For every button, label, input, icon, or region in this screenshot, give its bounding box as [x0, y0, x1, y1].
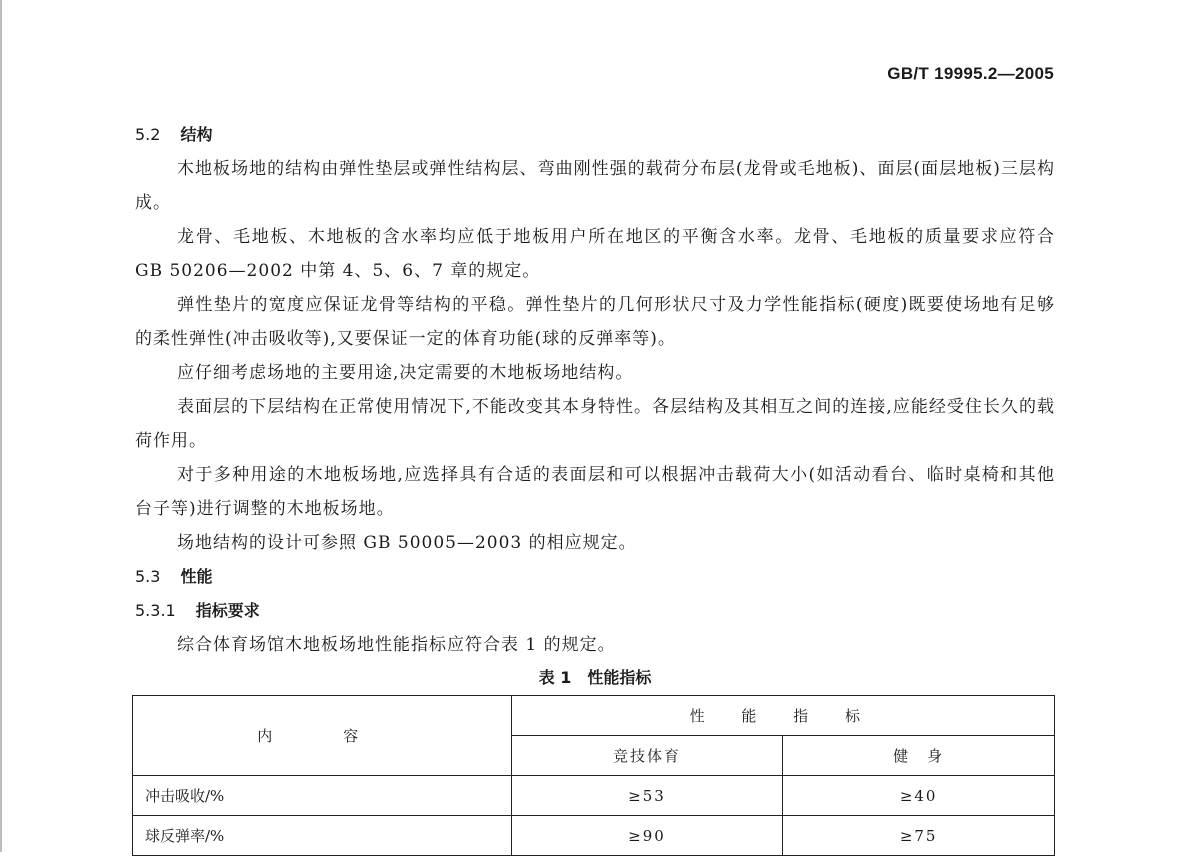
paragraph: 表面层的下层结构在正常使用情况下,不能改变其本身特性。各层结构及其相互之间的连接,应能经受住长久的载荷作用。	[135, 397, 1055, 451]
row-fitness-value: ≥40	[783, 776, 1055, 816]
row-competitive-value: ≥90	[511, 816, 783, 856]
performance-table	[132, 695, 1055, 856]
header-content: 内 容	[133, 696, 512, 776]
table-caption: 表 1 性能指标	[538, 668, 652, 687]
paragraph: 龙骨、毛地板、木地板的含水率均应低于地板用户所在地区的平衡含水率。龙骨、毛地板的质量要求应符合 GB 50206—2002 中第 4、5、6、7 章的规定。	[135, 227, 1055, 281]
section-5-3-1-heading	[135, 594, 1055, 628]
paragraph: 综合体育场馆木地板场地性能指标应符合表 1 的规定。	[177, 635, 616, 655]
section-number: 5.3	[135, 567, 161, 586]
section-number: 5.2	[135, 125, 161, 144]
table-row	[133, 776, 1055, 816]
section-number: 5.3.1	[135, 601, 176, 620]
section-5-3-heading	[135, 560, 1055, 594]
standard-number: GB/T 19995.2—2005	[887, 64, 1054, 83]
table-row	[133, 816, 1055, 856]
row-fitness-value: ≥75	[783, 816, 1055, 856]
page-left-edge	[0, 0, 2, 852]
section-title: 结构	[180, 125, 213, 144]
header-competitive: 竞技体育	[511, 736, 783, 776]
section-title: 性能	[180, 567, 213, 586]
row-competitive-value: ≥53	[511, 776, 783, 816]
paragraph: 木地板场地的结构由弹性垫层或弹性结构层、弯曲刚性强的载荷分布层(龙骨或毛地板)、面层(面层地板)三层构成。	[135, 159, 1055, 213]
header-performance-group: 性 能 指 标	[511, 696, 1054, 736]
row-item: 冲击吸收/%	[133, 776, 512, 816]
section-5-2-heading	[135, 118, 1055, 152]
header-fitness: 健 身	[783, 736, 1055, 776]
paragraph: 应仔细考虑场地的主要用途,决定需要的木地板场地结构。	[177, 363, 634, 383]
paragraph: 场地结构的设计可参照 GB 50005—2003 的相应规定。	[177, 533, 637, 553]
paragraph: 对于多种用途的木地板场地,应选择具有合适的表面层和可以根据冲击载荷大小(如活动看台、临时桌椅和其他台子等)进行调整的木地板场地。	[135, 465, 1055, 519]
paragraph: 弹性垫片的宽度应保证龙骨等结构的平稳。弹性垫片的几何形状尺寸及力学性能指标(硬度)既要使场地有足够的柔性弹性(冲击吸收等),又要保证一定的体育功能(球的反弹率等)。	[135, 295, 1055, 349]
row-item: 球反弹率/%	[133, 816, 512, 856]
section-title: 指标要求	[195, 601, 260, 620]
document-body	[135, 118, 1055, 696]
